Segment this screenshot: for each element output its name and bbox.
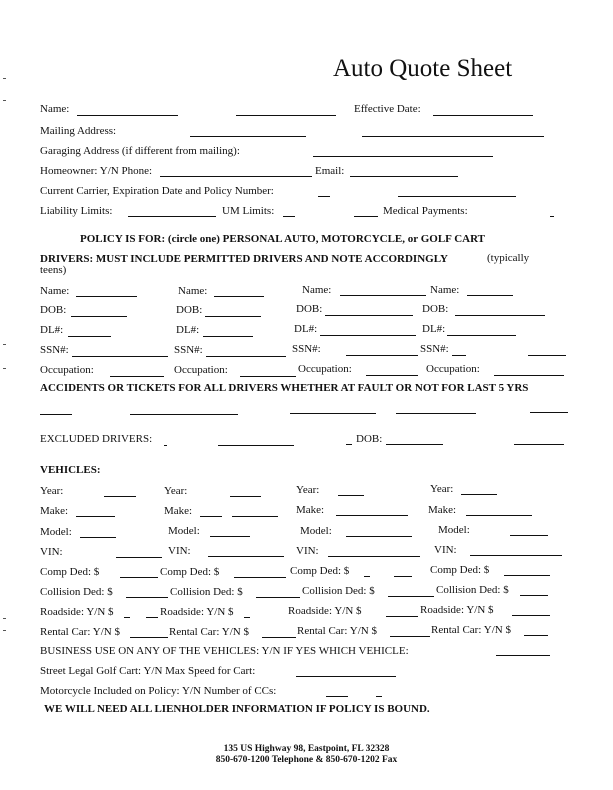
vehicle-1-collision-ded-label: Collision Ded: $	[40, 586, 113, 598]
motorcycle-label: Motorcycle Included on Policy: Y/N Number of CCs:	[40, 685, 277, 697]
vehicle-4-rental-label: Rental Car: Y/N $	[431, 624, 511, 636]
vehicle-3-year-label: Year:	[296, 484, 320, 496]
excluded-dob-label: DOB:	[356, 433, 383, 445]
driver-4-dob-label: DOB:	[422, 303, 449, 315]
driver-4-name-field[interactable]	[467, 295, 513, 296]
driver-2-dl-field[interactable]	[203, 336, 253, 337]
um-limits-field[interactable]	[283, 216, 295, 217]
golf-cart-speed-field[interactable]	[296, 676, 396, 677]
page-title: Auto Quote Sheet	[333, 55, 513, 82]
motorcycle-cc-field-2[interactable]	[376, 696, 382, 697]
driver-3-dl-field[interactable]	[320, 335, 416, 336]
driver-3-dl-label: DL#:	[294, 323, 318, 335]
driver-4-occupation-label: Occupation:	[426, 363, 480, 375]
excluded-drivers-field-2[interactable]	[218, 445, 294, 446]
liability-limits-field[interactable]	[128, 216, 216, 217]
driver-4-dl-field[interactable]	[447, 335, 516, 336]
vehicle-4-model-label: Model:	[438, 524, 470, 536]
scan-speck	[3, 618, 6, 619]
driver-1-name-label: Name:	[40, 285, 70, 297]
vehicle-1-year-field[interactable]	[104, 496, 136, 497]
excluded-drivers-label: EXCLUDED DRIVERS:	[40, 433, 153, 445]
vehicle-2-year-label: Year:	[164, 485, 188, 497]
email-field[interactable]	[350, 176, 458, 177]
scan-speck	[3, 100, 6, 101]
effective-date-field[interactable]	[433, 115, 533, 116]
vehicle-4-roadside-field[interactable]	[512, 615, 550, 616]
vehicle-1-vin-field[interactable]	[116, 557, 162, 558]
vehicle-2-year-field[interactable]	[230, 496, 261, 497]
drivers-note-part-1: (typically	[487, 252, 530, 264]
vehicle-1-rental-label: Rental Car: Y/N $	[40, 626, 120, 638]
mailing-address-label: Mailing Address:	[40, 125, 117, 137]
driver-1-dob-label: DOB:	[40, 304, 67, 316]
vehicle-4-vin-label: VIN:	[434, 544, 457, 556]
driver-4-dob-field[interactable]	[455, 315, 545, 316]
excluded-dob-field[interactable]	[386, 444, 443, 445]
current-carrier-field[interactable]	[318, 196, 330, 197]
driver-1-ssn-label: SSN#:	[40, 344, 69, 356]
vehicle-3-make-label: Make:	[296, 504, 325, 516]
medical-payments-label: Medical Payments:	[383, 205, 468, 217]
driver-3-name-label: Name:	[302, 284, 332, 296]
scan-speck	[3, 78, 6, 79]
vehicle-1-year-label: Year:	[40, 485, 64, 497]
driver-3-name-field[interactable]	[340, 295, 426, 296]
accidents-field-1[interactable]	[40, 414, 72, 415]
vehicle-2-model-label: Model:	[168, 525, 200, 537]
vehicle-2-vin-label: VIN:	[168, 545, 191, 557]
golf-cart-label: Street Legal Golf Cart: Y/N Max Speed for Cart:	[40, 665, 256, 677]
garaging-address-field[interactable]	[313, 156, 493, 157]
excluded-dob-prefix-field[interactable]	[346, 444, 352, 445]
driver-1-ssn-field[interactable]	[72, 356, 168, 357]
driver-1-occupation-field[interactable]	[110, 376, 164, 377]
driver-1-dob-field[interactable]	[71, 316, 127, 317]
driver-3-ssn-field[interactable]	[346, 355, 418, 356]
vehicle-1-make-label: Make:	[40, 505, 69, 517]
vehicle-2-roadside-prefix[interactable]	[146, 617, 158, 618]
vehicle-2-collision-ded-label: Collision Ded: $	[170, 586, 243, 598]
vehicle-2-comp-ded-field[interactable]	[234, 577, 286, 578]
business-use-label: BUSINESS USE ON ANY OF THE VEHICLES: Y/N IF YES WHICH VEHICLE:	[40, 645, 409, 657]
phone-field[interactable]	[160, 176, 312, 177]
email-label: Email:	[315, 165, 345, 177]
driver-4-dl-label: DL#:	[422, 323, 446, 335]
vehicle-4-rental-field[interactable]	[524, 635, 548, 636]
vehicle-4-comp-ded-field[interactable]	[504, 575, 550, 576]
vehicle-2-comp-ded-label: Comp Ded: $	[160, 566, 220, 578]
vehicle-4-vin-field[interactable]	[470, 555, 562, 556]
driver-2-ssn-field[interactable]	[206, 356, 286, 357]
vehicle-4-model-field[interactable]	[510, 535, 548, 536]
medical-payments-prefix-field[interactable]	[354, 216, 378, 217]
vehicle-4-roadside-label: Roadside: Y/N $	[420, 604, 494, 616]
vehicle-2-make-label: Make:	[164, 505, 193, 517]
name-field[interactable]	[77, 115, 178, 116]
scan-speck	[3, 630, 6, 631]
drivers-note-part-2: teens)	[40, 264, 67, 276]
homeowner-phone-label: Homeowner: Y/N Phone:	[40, 165, 153, 177]
vehicle-3-roadside-field[interactable]	[386, 616, 418, 617]
name-label: Name:	[40, 103, 70, 115]
driver-3-dob-label: DOB:	[296, 303, 323, 315]
driver-2-dob-label: DOB:	[176, 304, 203, 316]
vehicle-2-roadside-label: Roadside: Y/N $	[160, 606, 234, 618]
medical-payments-field[interactable]	[550, 216, 554, 217]
driver-2-ssn-label: SSN#:	[174, 344, 203, 356]
vehicle-3-collision-ded-label: Collision Ded: $	[302, 585, 375, 597]
vehicle-4-comp-ded-label: Comp Ded: $	[430, 564, 490, 576]
vehicle-1-make-field[interactable]	[76, 516, 115, 517]
current-carrier-label: Current Carrier, Expiration Date and Policy Number:	[40, 185, 274, 197]
driver-3-dob-field[interactable]	[325, 315, 413, 316]
vehicle-4-year-label: Year:	[430, 483, 454, 495]
driver-4-name-label: Name:	[430, 284, 460, 296]
footer-address: 135 US Highway 98, Eastpoint, FL 32328	[223, 744, 390, 754]
vehicle-3-comp-ded-label: Comp Ded: $	[290, 565, 350, 577]
scan-speck	[3, 368, 6, 369]
vehicle-1-comp-ded-field[interactable]	[120, 577, 158, 578]
drivers-heading: DRIVERS: MUST INCLUDE PERMITTED DRIVERS AND NOTE ACCORDINGLY	[40, 253, 448, 265]
policy-type-line: POLICY IS FOR: (circle one) PERSONAL AUTO, MOTORCYCLE, or GOLF CART	[80, 233, 485, 245]
excluded-drivers-field[interactable]	[164, 445, 167, 446]
garaging-address-label: Garaging Address (if different from mailing):	[40, 145, 240, 157]
footer-phones: 850-670-1200 Telephone & 850-670-1202 Fax	[215, 755, 398, 765]
driver-2-occupation-label: Occupation:	[174, 364, 228, 376]
vehicle-4-year-field[interactable]	[461, 494, 497, 495]
driver-2-dob-field[interactable]	[205, 316, 261, 317]
vehicle-3-comp-ded-field-2[interactable]	[394, 576, 412, 577]
driver-4-ssn-label: SSN#:	[420, 343, 449, 355]
vehicle-3-rental-field[interactable]	[390, 636, 430, 637]
vehicle-4-make-field[interactable]	[466, 515, 532, 516]
driver-4-ssn-field[interactable]	[452, 355, 466, 356]
accidents-field-5[interactable]	[530, 412, 568, 413]
vehicle-4-collision-ded-field[interactable]	[520, 595, 548, 596]
driver-1-dl-field[interactable]	[68, 336, 111, 337]
driver-3-occupation-field[interactable]	[366, 375, 418, 376]
driver-2-name-field[interactable]	[214, 296, 264, 297]
lienholder-notice: WE WILL NEED ALL LIENHOLDER INFORMATION IF POLICY IS BOUND.	[44, 703, 430, 715]
effective-date-label: Effective Date:	[354, 103, 421, 115]
vehicles-heading: VEHICLES:	[40, 464, 101, 476]
vehicle-4-collision-ded-label: Collision Ded: $	[436, 584, 509, 596]
vehicle-1-model-label: Model:	[40, 526, 72, 538]
accidents-field-4[interactable]	[396, 413, 476, 414]
vehicle-3-vin-label: VIN:	[296, 545, 319, 557]
vehicle-3-make-field[interactable]	[336, 515, 408, 516]
vehicle-3-year-field[interactable]	[338, 495, 364, 496]
scan-speck	[3, 344, 6, 345]
vehicle-2-vin-field[interactable]	[208, 556, 284, 557]
current-carrier-field-2[interactable]	[398, 196, 516, 197]
vehicle-1-model-field[interactable]	[80, 537, 116, 538]
mailing-address-field[interactable]	[190, 136, 306, 137]
vehicle-2-model-field[interactable]	[210, 536, 250, 537]
vehicle-3-rental-label: Rental Car: Y/N $	[297, 625, 377, 637]
vehicle-3-model-label: Model:	[300, 525, 332, 537]
driver-1-dl-label: DL#:	[40, 324, 64, 336]
vehicle-2-rental-label: Rental Car: Y/N $	[169, 626, 249, 638]
vehicle-3-roadside-label: Roadside: Y/N $	[288, 605, 362, 617]
vehicle-1-rental-field[interactable]	[130, 637, 168, 638]
accidents-heading: ACCIDENTS OR TICKETS FOR ALL DRIVERS WHETHER AT FAULT OR NOT FOR LAST 5 YRS	[40, 382, 529, 394]
vehicle-1-vin-label: VIN:	[40, 546, 63, 558]
vehicle-4-make-label: Make:	[428, 504, 457, 516]
business-use-field[interactable]	[496, 655, 550, 656]
mailing-address-field-2[interactable]	[362, 136, 544, 137]
driver-1-name-field[interactable]	[76, 296, 137, 297]
vehicle-1-collision-ded-field[interactable]	[126, 597, 168, 598]
driver-3-ssn-label: SSN#:	[292, 343, 321, 355]
driver-3-occupation-label: Occupation:	[298, 363, 352, 375]
vehicle-2-collision-ded-field[interactable]	[256, 597, 300, 598]
vehicle-2-make-field-2[interactable]	[232, 516, 278, 517]
vehicle-1-comp-ded-label: Comp Ded: $	[40, 566, 100, 578]
vehicle-1-roadside-field[interactable]	[124, 617, 130, 618]
driver-2-name-label: Name:	[178, 285, 208, 297]
motorcycle-cc-field[interactable]	[326, 696, 348, 697]
vehicle-3-vin-field[interactable]	[328, 556, 420, 557]
vehicle-2-rental-field[interactable]	[262, 637, 296, 638]
driver-4-ssn-field-2[interactable]	[528, 355, 566, 356]
driver-2-dl-label: DL#:	[176, 324, 200, 336]
driver-1-occupation-label: Occupation:	[40, 364, 94, 376]
vehicle-2-make-field[interactable]	[200, 516, 222, 517]
vehicle-3-comp-ded-field[interactable]	[364, 576, 370, 577]
accidents-field-3[interactable]	[290, 413, 376, 414]
accidents-field-2[interactable]	[130, 414, 238, 415]
driver-2-occupation-field[interactable]	[240, 376, 296, 377]
name-field-2[interactable]	[236, 115, 336, 116]
vehicle-3-collision-ded-field[interactable]	[388, 596, 434, 597]
vehicle-1-roadside-label: Roadside: Y/N $	[40, 606, 114, 618]
um-limits-label: UM Limits:	[222, 205, 275, 217]
excluded-extra-field[interactable]	[514, 444, 564, 445]
liability-limits-label: Liability Limits:	[40, 205, 113, 217]
vehicle-2-roadside-field[interactable]	[244, 617, 250, 618]
vehicle-3-model-field[interactable]	[346, 536, 412, 537]
driver-4-occupation-field[interactable]	[494, 375, 564, 376]
